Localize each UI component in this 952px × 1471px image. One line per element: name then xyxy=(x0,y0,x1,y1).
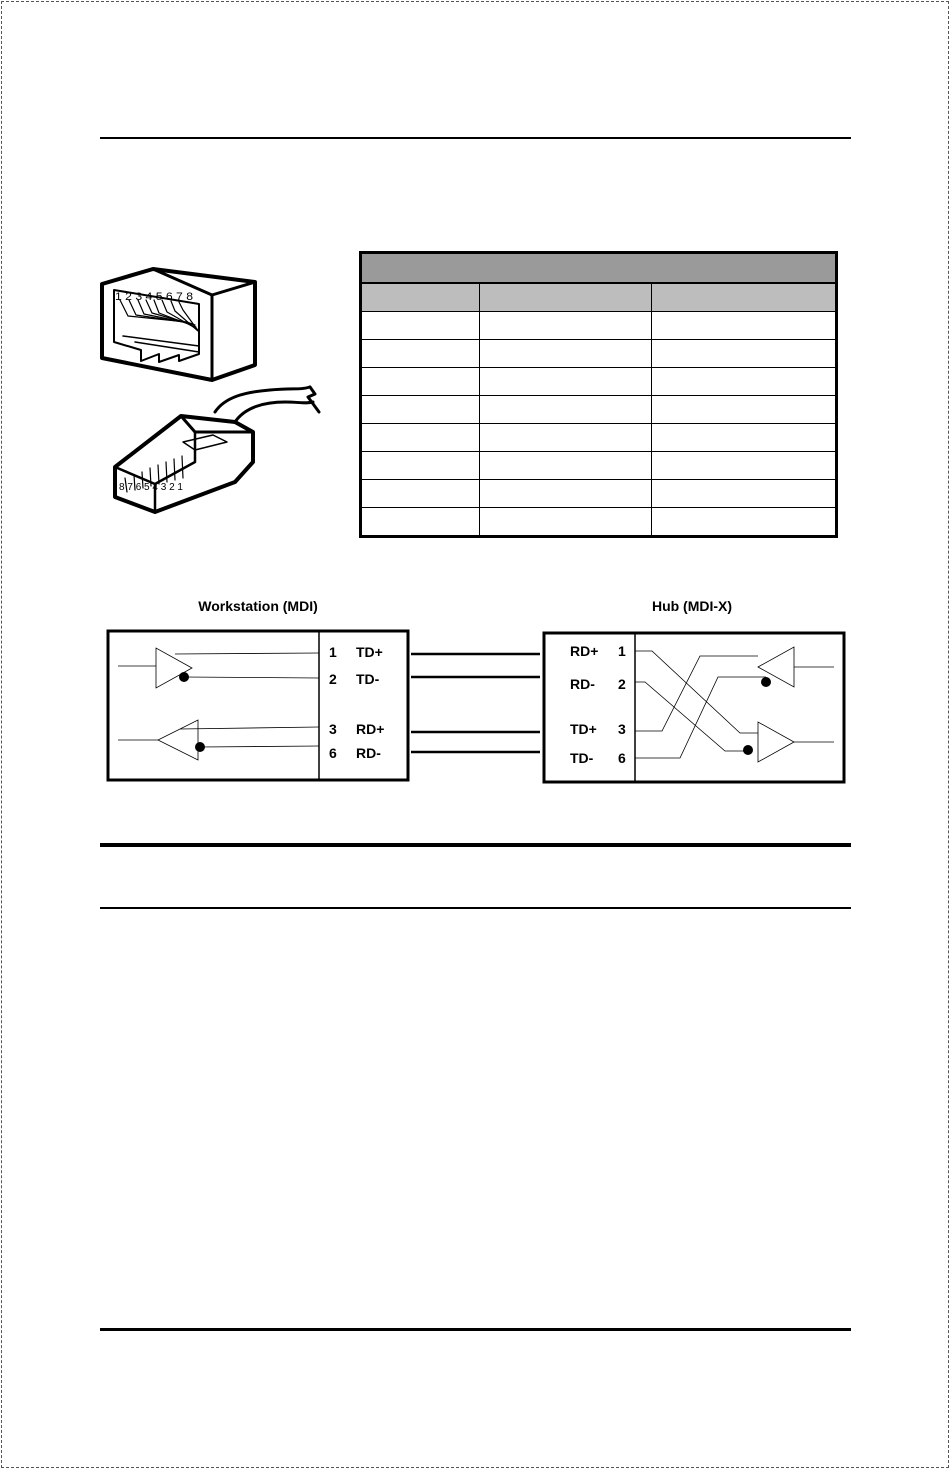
rj45-plug-icon xyxy=(115,387,319,512)
table-title-row xyxy=(361,253,837,284)
table-cell xyxy=(361,424,480,452)
table-cell xyxy=(361,312,480,340)
table-header-cell xyxy=(479,283,651,312)
cable-wires xyxy=(411,654,540,752)
table-cell xyxy=(479,508,651,537)
table-row xyxy=(361,480,837,508)
mdi-wiring-diagram xyxy=(100,592,852,792)
ws-pin-label: TD- xyxy=(356,671,380,687)
table-cell xyxy=(479,424,651,452)
table-row xyxy=(361,312,837,340)
section-rule-thick xyxy=(100,843,851,847)
jack-pin-numbers: 1 2 3 4 5 6 7 8 xyxy=(115,291,193,303)
rj45-pinout-table xyxy=(359,251,838,538)
hub-pin-label: TD- xyxy=(570,750,594,766)
table-cell xyxy=(651,312,836,340)
hub-pin-number: 6 xyxy=(618,750,626,766)
ws-pin-number: 3 xyxy=(329,721,337,737)
inverting-dot-icon xyxy=(761,677,771,687)
table-cell xyxy=(651,424,836,452)
section-rule xyxy=(100,907,851,909)
table-cell xyxy=(361,508,480,537)
ws-pin-number: 2 xyxy=(329,671,337,687)
hub-pin-number: 3 xyxy=(618,721,626,737)
ws-pin-label: RD- xyxy=(356,745,381,761)
ws-pin-number: 1 xyxy=(329,644,337,660)
workstation-title: Workstation (MDI) xyxy=(198,598,318,614)
table-title xyxy=(361,253,837,284)
table-cell xyxy=(361,368,480,396)
table-cell xyxy=(651,368,836,396)
table-row xyxy=(361,452,837,480)
table-cell xyxy=(479,396,651,424)
table-cell xyxy=(651,396,836,424)
table-cell xyxy=(651,452,836,480)
hub-pin-number: 2 xyxy=(618,676,626,692)
table-cell xyxy=(479,312,651,340)
table-row xyxy=(361,368,837,396)
receiver-triangle-icon xyxy=(118,720,319,760)
rj45-connector-figure xyxy=(95,262,325,522)
rj45-jack-icon xyxy=(102,269,255,380)
inverting-dot-icon xyxy=(195,742,205,752)
transmitter-triangle-icon xyxy=(118,648,319,688)
table-row xyxy=(361,340,837,368)
table-cell xyxy=(651,480,836,508)
hub-box xyxy=(544,633,844,782)
table-header-cell xyxy=(651,283,836,312)
table-cell xyxy=(651,340,836,368)
footer-rule xyxy=(100,1328,851,1331)
crossover-wires xyxy=(635,651,766,758)
hub-pin-label: RD- xyxy=(570,676,595,692)
header-rule xyxy=(100,137,851,139)
inverting-dot-icon xyxy=(743,745,753,755)
table-cell xyxy=(361,396,480,424)
inverting-dot-icon xyxy=(179,672,189,682)
ws-pin-number: 6 xyxy=(329,745,337,761)
ws-pin-label: RD+ xyxy=(356,721,385,737)
workstation-box xyxy=(108,631,408,780)
table-cell xyxy=(479,480,651,508)
hub-pin-label: RD+ xyxy=(570,643,599,659)
table-cell xyxy=(361,452,480,480)
table-row xyxy=(361,508,837,537)
table-cell xyxy=(651,508,836,537)
transmitter-triangle-icon xyxy=(758,722,834,762)
ws-pin-label: TD+ xyxy=(356,644,383,660)
table-cell xyxy=(479,452,651,480)
hub-pin-number: 1 xyxy=(618,643,626,659)
hub-title: Hub (MDI-X) xyxy=(651,598,733,614)
hub-pin-label: TD+ xyxy=(570,721,597,737)
table-cell xyxy=(479,340,651,368)
table-cell xyxy=(479,368,651,396)
table-row xyxy=(361,396,837,424)
plug-pin-numbers: 8 7 6 5 4 3 2 1 xyxy=(119,482,184,493)
table-cell xyxy=(361,340,480,368)
table-header-row xyxy=(361,283,837,312)
table-cell xyxy=(361,480,480,508)
table-row xyxy=(361,424,837,452)
table-header-cell xyxy=(361,283,480,312)
